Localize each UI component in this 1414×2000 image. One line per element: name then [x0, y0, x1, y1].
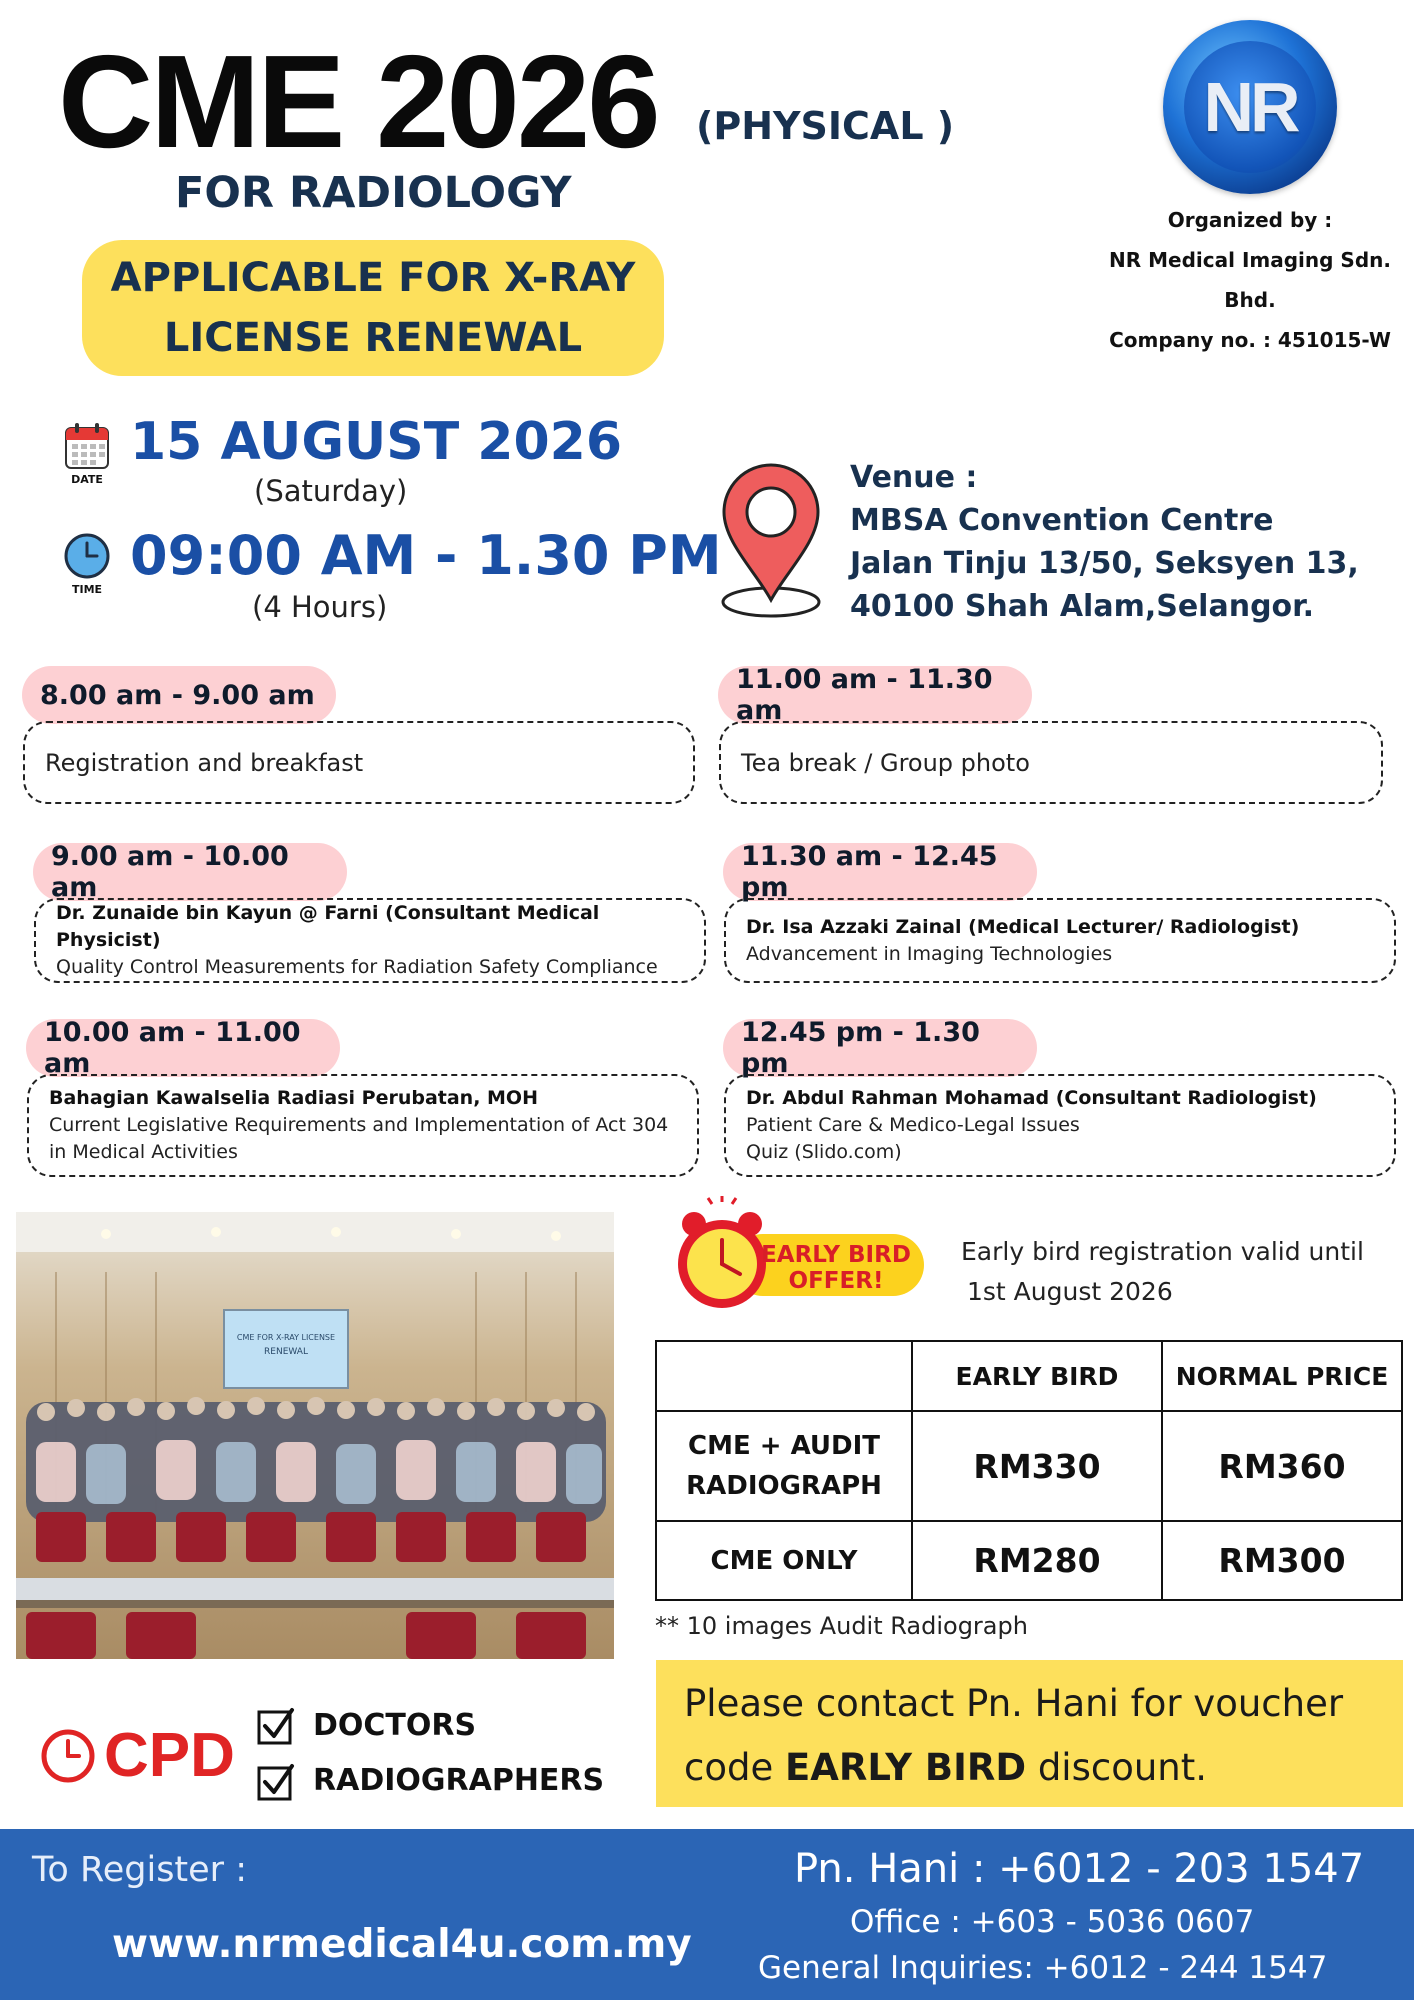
- price-row-label-1: CME + AUDIT: [687, 1431, 881, 1461]
- clock-icon: [63, 532, 111, 584]
- screen-text-2: RENEWAL: [264, 1347, 308, 1357]
- price-note: ** 10 images Audit Radiograph: [655, 1612, 1028, 1640]
- price-normal: RM300: [1162, 1521, 1402, 1600]
- organizer-info: [1090, 200, 1410, 360]
- register-label: To Register :: [32, 1850, 247, 1890]
- slot-text: Registration and breakfast: [45, 748, 364, 777]
- location-pin-icon: [716, 462, 826, 626]
- organizer-label: Organized by :: [1167, 208, 1333, 232]
- schedule-slot: [724, 1074, 1396, 1177]
- schedule-time-pill: 8.00 am - 9.00 am: [22, 666, 336, 724]
- organizer-name: NR Medical Imaging Sdn. Bhd.: [1109, 248, 1391, 312]
- voucher-contact-box: [656, 1660, 1403, 1807]
- price-header-normal: NORMAL PRICE: [1162, 1341, 1402, 1411]
- organizer-company-no: Company no. : 451015-W: [1109, 328, 1391, 352]
- slot-topic-continued: Quiz (Slido.com): [746, 1141, 902, 1163]
- slot-topic-continued: in Medical Activities: [49, 1141, 238, 1163]
- slot-speaker: Dr. Abdul Rahman Mohamad (Consultant Radiologist): [746, 1087, 1317, 1109]
- price-row-label: CME ONLY: [656, 1521, 912, 1600]
- event-date: 15 AUGUST 2026: [130, 412, 622, 472]
- contact-hani[interactable]: Pn. Hani : +6012 - 203 1547: [794, 1846, 1365, 1892]
- venue-info: [850, 456, 1359, 628]
- venue-line-1: MBSA Convention Centre: [850, 503, 1274, 538]
- cpd-label: CPD: [104, 1721, 235, 1790]
- audience-doctors: DOCTORS: [313, 1708, 477, 1743]
- early-bird-valid-line-1: Early bird registration valid until: [961, 1237, 1364, 1266]
- price-table-corner: [656, 1341, 912, 1411]
- venue-line-3: 40100 Shah Alam,Selangor.: [850, 589, 1315, 624]
- calendar-icon: [62, 420, 112, 476]
- license-line-2: LICENSE RENEWAL: [163, 315, 583, 361]
- time-icon-label: TIME: [71, 583, 103, 596]
- schedule-time-pill: 12.45 pm - 1.30 pm: [723, 1019, 1037, 1077]
- schedule-slot: [27, 1074, 699, 1177]
- event-duration: (4 Hours): [252, 590, 388, 624]
- group-photo: [16, 1212, 614, 1659]
- checkbox-icon: [256, 1706, 296, 1750]
- slot-topic: Advancement in Imaging Technologies: [746, 942, 1113, 965]
- schedule-time-pill: 11.30 am - 12.45 pm: [723, 843, 1037, 901]
- contact-office[interactable]: Office : +603 - 5036 0607: [850, 1904, 1255, 1940]
- price-early: RM280: [912, 1521, 1162, 1600]
- nr-logo: [1163, 20, 1337, 194]
- register-url[interactable]: www.nrmedical4u.com.my: [112, 1922, 692, 1967]
- voucher-line-1: Please contact Pn. Hani for voucher: [684, 1682, 1344, 1725]
- slot-speaker: Bahagian Kawalselia Radiasi Perubatan, MOH: [49, 1087, 538, 1109]
- slot-topic: Current Legislative Requirements and Implementation of Act 304: [49, 1114, 669, 1136]
- price-row-label: [656, 1411, 912, 1521]
- license-line-1: APPLICABLE FOR X-RAY: [110, 255, 636, 301]
- slot-topic: Patient Care & Medico-Legal Issues: [746, 1114, 1080, 1136]
- voucher-line-2: [684, 1736, 1375, 1800]
- venue-line-2: Jalan Tinju 13/50, Seksyen 13,: [850, 546, 1359, 581]
- event-mode: (PHYSICAL ): [696, 104, 955, 148]
- price-row: [656, 1411, 1402, 1521]
- audience-radiographers: RADIOGRAPHERS: [313, 1763, 605, 1798]
- price-normal: RM360: [1162, 1411, 1402, 1521]
- schedule-slot: [719, 721, 1383, 804]
- price-row: [656, 1521, 1402, 1600]
- voucher-code: EARLY BIRD: [785, 1746, 1027, 1789]
- price-row-label-2: RADIOGRAPH: [686, 1471, 882, 1501]
- event-day: (Saturday): [254, 474, 408, 508]
- voucher-line-2-pre: code: [684, 1746, 785, 1789]
- price-early: RM330: [912, 1411, 1162, 1521]
- slot-text: Tea break / Group photo: [741, 748, 1030, 777]
- early-bird-badge-line-1: EARLY BIRD: [761, 1242, 911, 1268]
- price-header-early: EARLY BIRD: [912, 1341, 1162, 1411]
- schedule-slot: [23, 721, 695, 804]
- slot-topic: Quality Control Measurements for Radiation Safety Compliance: [56, 956, 658, 978]
- early-bird-validity: [961, 1232, 1364, 1312]
- alarm-clock-icon: [672, 1196, 932, 1320]
- price-table: [655, 1340, 1403, 1601]
- date-icon-label: DATE: [71, 473, 103, 486]
- voucher-line-2-post: discount.: [1026, 1746, 1208, 1789]
- cpd-clock-icon: [40, 1728, 96, 1788]
- schedule-slot: [724, 898, 1396, 983]
- slot-speaker: Dr. Isa Azzaki Zainal (Medical Lecturer/ Radiologist): [746, 915, 1300, 938]
- contact-general[interactable]: General Inquiries: +6012 - 244 1547: [758, 1950, 1328, 1986]
- schedule-time-pill: 10.00 am - 11.00 am: [26, 1019, 340, 1077]
- screen-text-1: CME FOR X-RAY LICENSE: [236, 1333, 336, 1342]
- license-renewal-badge: [82, 240, 664, 376]
- event-title: CME 2026: [58, 28, 658, 175]
- checkbox-icon: [256, 1762, 296, 1806]
- event-subtitle: FOR RADIOLOGY: [175, 168, 572, 218]
- schedule-slot: [34, 898, 706, 983]
- schedule-time-pill: 9.00 am - 10.00 am: [33, 843, 347, 901]
- slot-speaker: Dr. Zunaide bin Kayun @ Farni (Consultant Medical Physicist): [56, 902, 600, 951]
- early-bird-valid-line-2: 1st August 2026: [967, 1277, 1173, 1306]
- event-time: 09:00 AM - 1.30 PM: [130, 524, 722, 587]
- early-bird-badge-line-2: OFFER!: [788, 1268, 884, 1294]
- schedule-time-pill: 11.00 am - 11.30 am: [718, 666, 1032, 724]
- venue-label: Venue :: [850, 460, 978, 495]
- logo-text: NR: [1184, 41, 1316, 173]
